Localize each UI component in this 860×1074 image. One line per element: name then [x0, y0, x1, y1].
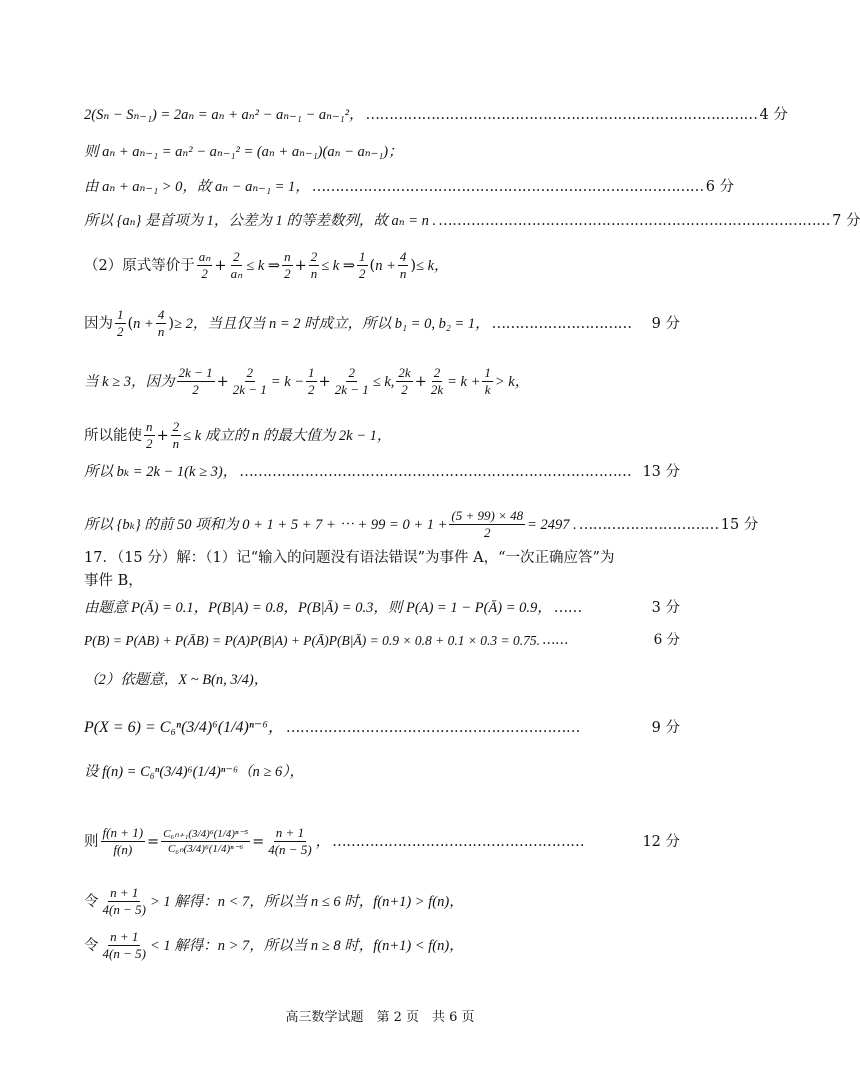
score-mark: 6 分: [653, 632, 680, 648]
solution-line-18: 则 $\frac{f(n + 1)}{f(n)}$ = $\frac{\text{C₆ₙ₊₁(3/4)⁶(1/4)ⁿ⁻⁵}}{\text{C₆ₙ(3/4)⁶(1/4)ⁿ⁻⁶}}$ = $\frac{n + 1}{4(n - 5)}$ ， ……………………………………………… 12 分: [84, 825, 680, 858]
fraction: $\frac{f(n + 1)}{f(n)}$: [102, 825, 144, 858]
fraction: $\frac{1}{k}$: [484, 365, 491, 398]
leader-dots: ………………………………………………: [332, 833, 585, 850]
fraction: $\frac{4}{n}$: [157, 307, 165, 340]
leader-dots: ………………………………………………………: [285, 719, 580, 736]
solution-line-6: 因为 $\frac{1}{2}$ ( n + $\frac{4}{n}$ ) ≥ 2，当且仅当 n = 2 时成立，所以 b₁ = 0, b₂ = 1， ………………………… 9 分: [84, 307, 680, 340]
score-mark: 9 分: [651, 315, 680, 332]
fraction: $\frac{2}{2k - 1}$: [334, 365, 369, 398]
solution-line-17: 设 f(n) = C₆ⁿ(3/4)⁶(1/4)ⁿ⁻⁶（n ≥ 6），: [84, 764, 305, 780]
score-mark: 15 分: [720, 516, 759, 533]
solution-line-7: 当 k ≥ 3，因为 $\frac{2k - 1}{2}$ + $\frac{2}{2k - 1}$ = k − $\frac{1}{2}$ + $\frac{2}{2k - 1}$ ≤ k, $\frac{2k}{2}$ + $\frac{2}{2k}$ = k + $\frac{1}{k}$ > k，: [84, 365, 530, 398]
fraction: $\frac{n + 1}{4(n - 5)}$: [102, 929, 146, 962]
solution-line-5: （2）原式等价于 $\frac{\text{aₙ}}{2}$ + $\frac{2}{\text{aₙ}}$ ≤ k ⇒ $\frac{n}{2}$ + $\frac{2}{n}$ ≤ k ⇒ $\frac{1}{2}$ ( n + $\frac{4}{n}$ ) ≤ k，: [84, 249, 449, 282]
fraction: $\frac{1}{2}$: [308, 365, 315, 398]
score-mark: 12 分: [642, 833, 680, 850]
solution-line-3: 由 aₙ + aₙ₋₁ > 0，故 aₙ − aₙ₋₁ = 1， ………………………………………………………………………… 6 分: [84, 179, 735, 195]
fraction: $\frac{2}{2k}$: [430, 365, 444, 398]
solution-line-8: 所以能使 $\frac{n}{2}$ + $\frac{2}{n}$ ≤ k 成立的 n 的最大值为 2k − 1，: [84, 419, 392, 452]
leader-dots: …………………………………………………………………………: [311, 179, 704, 195]
solution-line-4: 所以 {aₙ} 是首项为 1，公差为 1 的等差数列，故 aₙ = n . ………………………………………………………………………… 7 分: [84, 213, 860, 229]
fraction: $\frac{\text{aₙ}}{2}$: [198, 249, 211, 282]
leader-dots: …………………………………………………………………………: [438, 213, 831, 229]
score-mark: 9 分: [651, 719, 680, 736]
solution-line-19: 令 $\frac{n + 1}{4(n - 5)}$ > 1 解得：n < 7，所以当 n ≤ 6 时，f(n+1) > f(n)，: [84, 885, 464, 918]
fraction: $\frac{2}{\text{aₙ}}$: [230, 249, 243, 282]
leader-dots: …………………………………………………………………………: [239, 464, 632, 480]
score-mark: 4 分: [759, 107, 788, 123]
solution-line-2: 则 aₙ + aₙ₋₁ = aₙ² − aₙ₋₁² = (aₙ + aₙ₋₁)(aₙ − aₙ₋₁)；: [84, 144, 403, 160]
solution-line-15: （2）依题意，X ~ B(n, 3/4)，: [84, 672, 269, 688]
solution-line-10: 所以 {bₖ} 的前 50 项和为 0 + 1 + 5 + 7 + ⋯ + 99 = 0 + 1 + $\frac{(5 + 99) \times 48}{2}$ = 2497 . ………………………… 15 分: [84, 508, 759, 541]
solution-line-20: 令 $\frac{n + 1}{4(n - 5)}$ < 1 解得：n > 7，所以当 n ≥ 8 时，f(n+1) < f(n)，: [84, 929, 464, 962]
leader-dots: ……: [553, 600, 582, 616]
score-mark: 13 分: [642, 464, 680, 480]
leader-dots: ……: [542, 632, 569, 648]
fraction: $\frac{n + 1}{4(n - 5)}$: [102, 885, 146, 918]
fraction: $\frac{n}{2}$: [146, 419, 153, 452]
solution-line-13: 由题意 P(Ā) = 0.1，P(B|A) = 0.8，P(B|Ā) = 0.3，则 P(A) = 1 − P(Ā) = 0.9， …… 3 分: [84, 600, 680, 616]
fraction: $\frac{1}{2}$: [117, 307, 124, 340]
solution-line-9: 所以 bₖ = 2k − 1(k ≥ 3)， ………………………………………………………………………… 13 分: [84, 464, 680, 480]
leader-dots: …………………………………………………………………………: [365, 107, 758, 123]
solution-line-1: 2(Sₙ − Sₙ₋₁) = 2aₙ = aₙ + aₙ² − aₙ₋₁ − aₙ₋₁²， ………………………………………………………………………… 4 分: [84, 107, 788, 123]
fraction: $\frac{(5 + 99) \times 48}{2}$: [451, 508, 524, 541]
fraction: $\frac{n}{2}$: [284, 249, 291, 282]
fraction: $\frac{2}{n}$: [310, 249, 318, 282]
leader-dots: …………………………: [578, 516, 719, 533]
leader-dots: …………………………: [491, 315, 632, 332]
solution-line-16: P(X = 6) = C₆ⁿ(3/4)⁶(1/4)ⁿ⁻⁶， ……………………………………………………… 9 分: [84, 719, 680, 736]
fraction: $\frac{4}{n}$: [399, 249, 407, 282]
fraction: $\frac{n + 1}{4(n - 5)}$: [268, 825, 312, 858]
fraction: $\frac{2k - 1}{2}$: [178, 365, 213, 398]
score-mark: 3 分: [651, 600, 680, 616]
problem-17-line-2: 事件 B，: [84, 573, 143, 589]
page-footer: 高三数学试题 第 2 页 共 6 页: [285, 1010, 475, 1025]
fraction: $\frac{\text{C₆ₙ₊₁(3/4)⁶(1/4)ⁿ⁻⁵}}{\text{C₆ₙ(3/4)⁶(1/4)ⁿ⁻⁶}}$: [163, 828, 249, 856]
score-mark: 6 分: [705, 179, 735, 195]
score-mark: 7 分: [832, 213, 860, 229]
fraction: $\frac{2}{2k - 1}$: [232, 365, 267, 398]
problem-17-line-1: 17．（15 分）解：（1）记“输入的问题没有语法错误”为事件 A，“一次正确应答”为: [84, 550, 615, 566]
fraction: $\frac{2k}{2}$: [398, 365, 411, 398]
solution-line-14: P(B) = P(AB) + P(ĀB) = P(A)P(B|A) + P(Ā)P(B|Ā) = 0.9 × 0.8 + 0.1 × 0.3 = 0.75. …… 6 分: [84, 632, 680, 648]
fraction: $\frac{2}{n}$: [172, 419, 180, 452]
fraction: $\frac{1}{2}$: [359, 249, 366, 282]
